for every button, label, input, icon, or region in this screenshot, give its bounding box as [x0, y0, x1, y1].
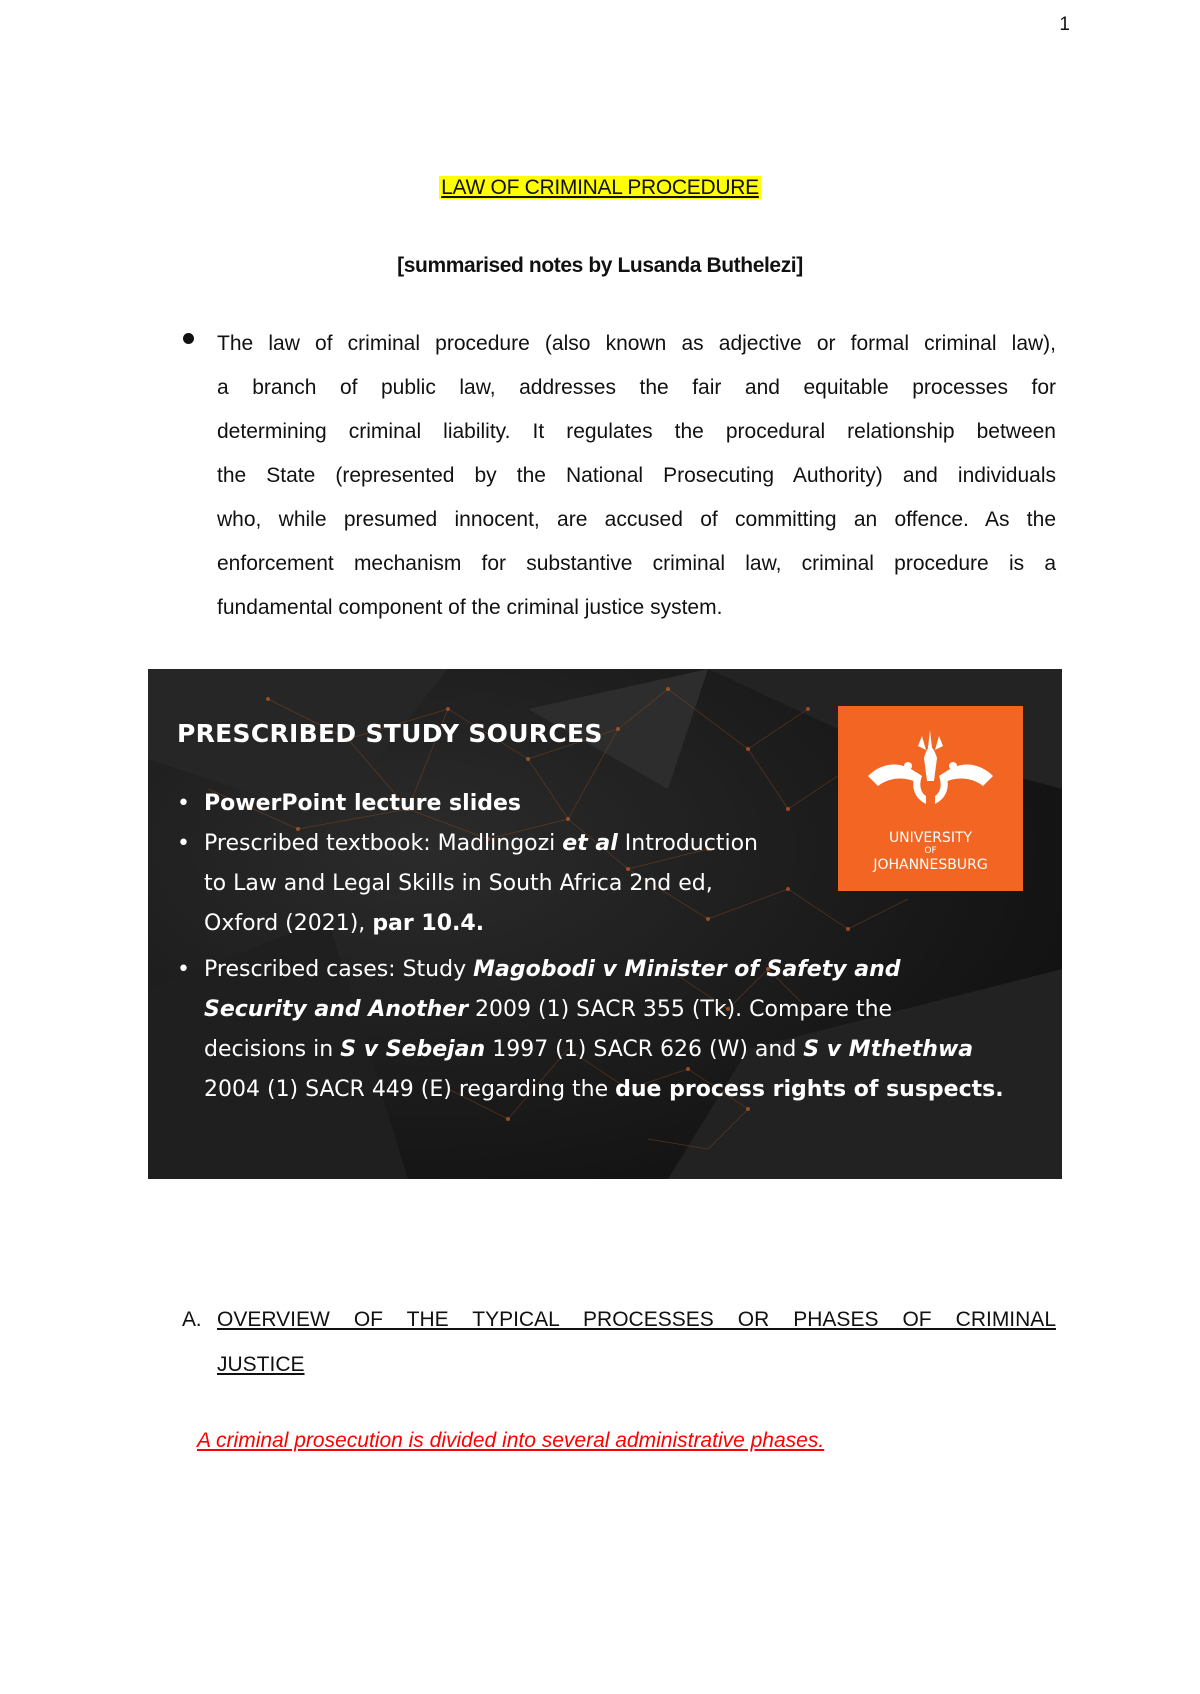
slide-heading: PRESCRIBED STUDY SOURCES: [177, 719, 603, 748]
text-segment: et al: [562, 831, 618, 856]
text-segment: S v Sebejan: [340, 1037, 486, 1062]
intro-paragraph: [217, 322, 1056, 630]
section-a-heading-line1: OVERVIEW OF THE TYPICAL PROCESSES OR PHASES OF CRIMINAL: [217, 1308, 1056, 1331]
text-segment: due process rights of suspects.: [615, 1077, 1004, 1102]
text-segment: par 10.4.: [372, 911, 485, 936]
page-number: 1: [1059, 14, 1070, 35]
university-logo: [838, 706, 1023, 891]
paragraph-line: the State (represented by the National Prosecuting Authority) and individuals: [217, 464, 1056, 487]
text-segment: 1997 (1) SACR 626 (W) and: [485, 1037, 804, 1062]
paragraph-line: enforcement mechanism for substantive criminal law, criminal procedure is a: [217, 552, 1056, 575]
section-a-letter: A.: [182, 1308, 202, 1331]
text-segment: 2009 (1) SACR 355 (Tk). Compare the: [468, 997, 893, 1022]
paragraph-line: a branch of public law, addresses the fair and equitable processes for: [217, 376, 1056, 399]
slide-content: [148, 669, 1062, 1179]
crest-icon: [838, 706, 1023, 826]
bullet-icon: [183, 333, 194, 344]
slide-bullet: •: [177, 957, 190, 982]
document-title: LAW OF CRIMINAL PROCEDURE: [441, 176, 759, 199]
slide-bullet: •: [177, 791, 190, 816]
text-segment: Prescribed cases: Study: [204, 957, 474, 982]
slide-item-cases-line1: [204, 957, 901, 982]
document-subtitle: [summarised notes by Lusanda Buthelezi]: [397, 254, 803, 277]
paragraph-line: The law of criminal procedure (also known as adjective or formal criminal law),: [217, 332, 1056, 355]
paragraph-line: who, while presumed innocent, are accused of committing an offence. As the: [217, 508, 1056, 531]
slide-item-cases-line4: [204, 1077, 1004, 1102]
title-container: [0, 176, 1200, 200]
slide-item-powerpoint: PowerPoint lecture slides: [204, 791, 522, 816]
paragraph-line: determining criminal liability. It regulates the procedural relationship between: [217, 420, 1056, 443]
text-segment: 2004 (1) SACR 449 (E) regarding the: [204, 1077, 616, 1102]
text-segment: Magobodi v Minister of Safety and: [473, 957, 901, 982]
logo-line-3: JOHANNESBURG: [873, 857, 988, 873]
logo-line-2: OF: [924, 846, 937, 856]
text-segment: S v Mthethwa: [803, 1037, 974, 1062]
slide-item-textbook-line3: [204, 911, 484, 936]
prescribed-sources-slide: [148, 669, 1062, 1179]
slide-item-textbook-line2: to Law and Legal Skills in South Africa 2nd ed,: [204, 871, 713, 896]
text-segment: Oxford (2021),: [204, 911, 373, 936]
slide-bullet: •: [177, 831, 190, 856]
paragraph-line: fundamental component of the criminal justice system.: [217, 596, 723, 619]
text-segment: decisions in: [204, 1037, 341, 1062]
slide-item-cases-line2: [204, 997, 892, 1022]
section-a-heading-line2: JUSTICE: [217, 1353, 305, 1376]
slide-item-cases-line3: [204, 1037, 973, 1062]
red-note: A criminal prosecution is divided into several administrative phases.: [197, 1429, 825, 1452]
logo-line-1: UNIVERSITY: [888, 830, 973, 846]
text-segment: Prescribed textbook: Madlingozi: [204, 831, 563, 856]
text-segment: Security and Another: [204, 997, 469, 1022]
text-segment: Introduction: [617, 831, 758, 856]
slide-item-textbook: [204, 831, 758, 856]
